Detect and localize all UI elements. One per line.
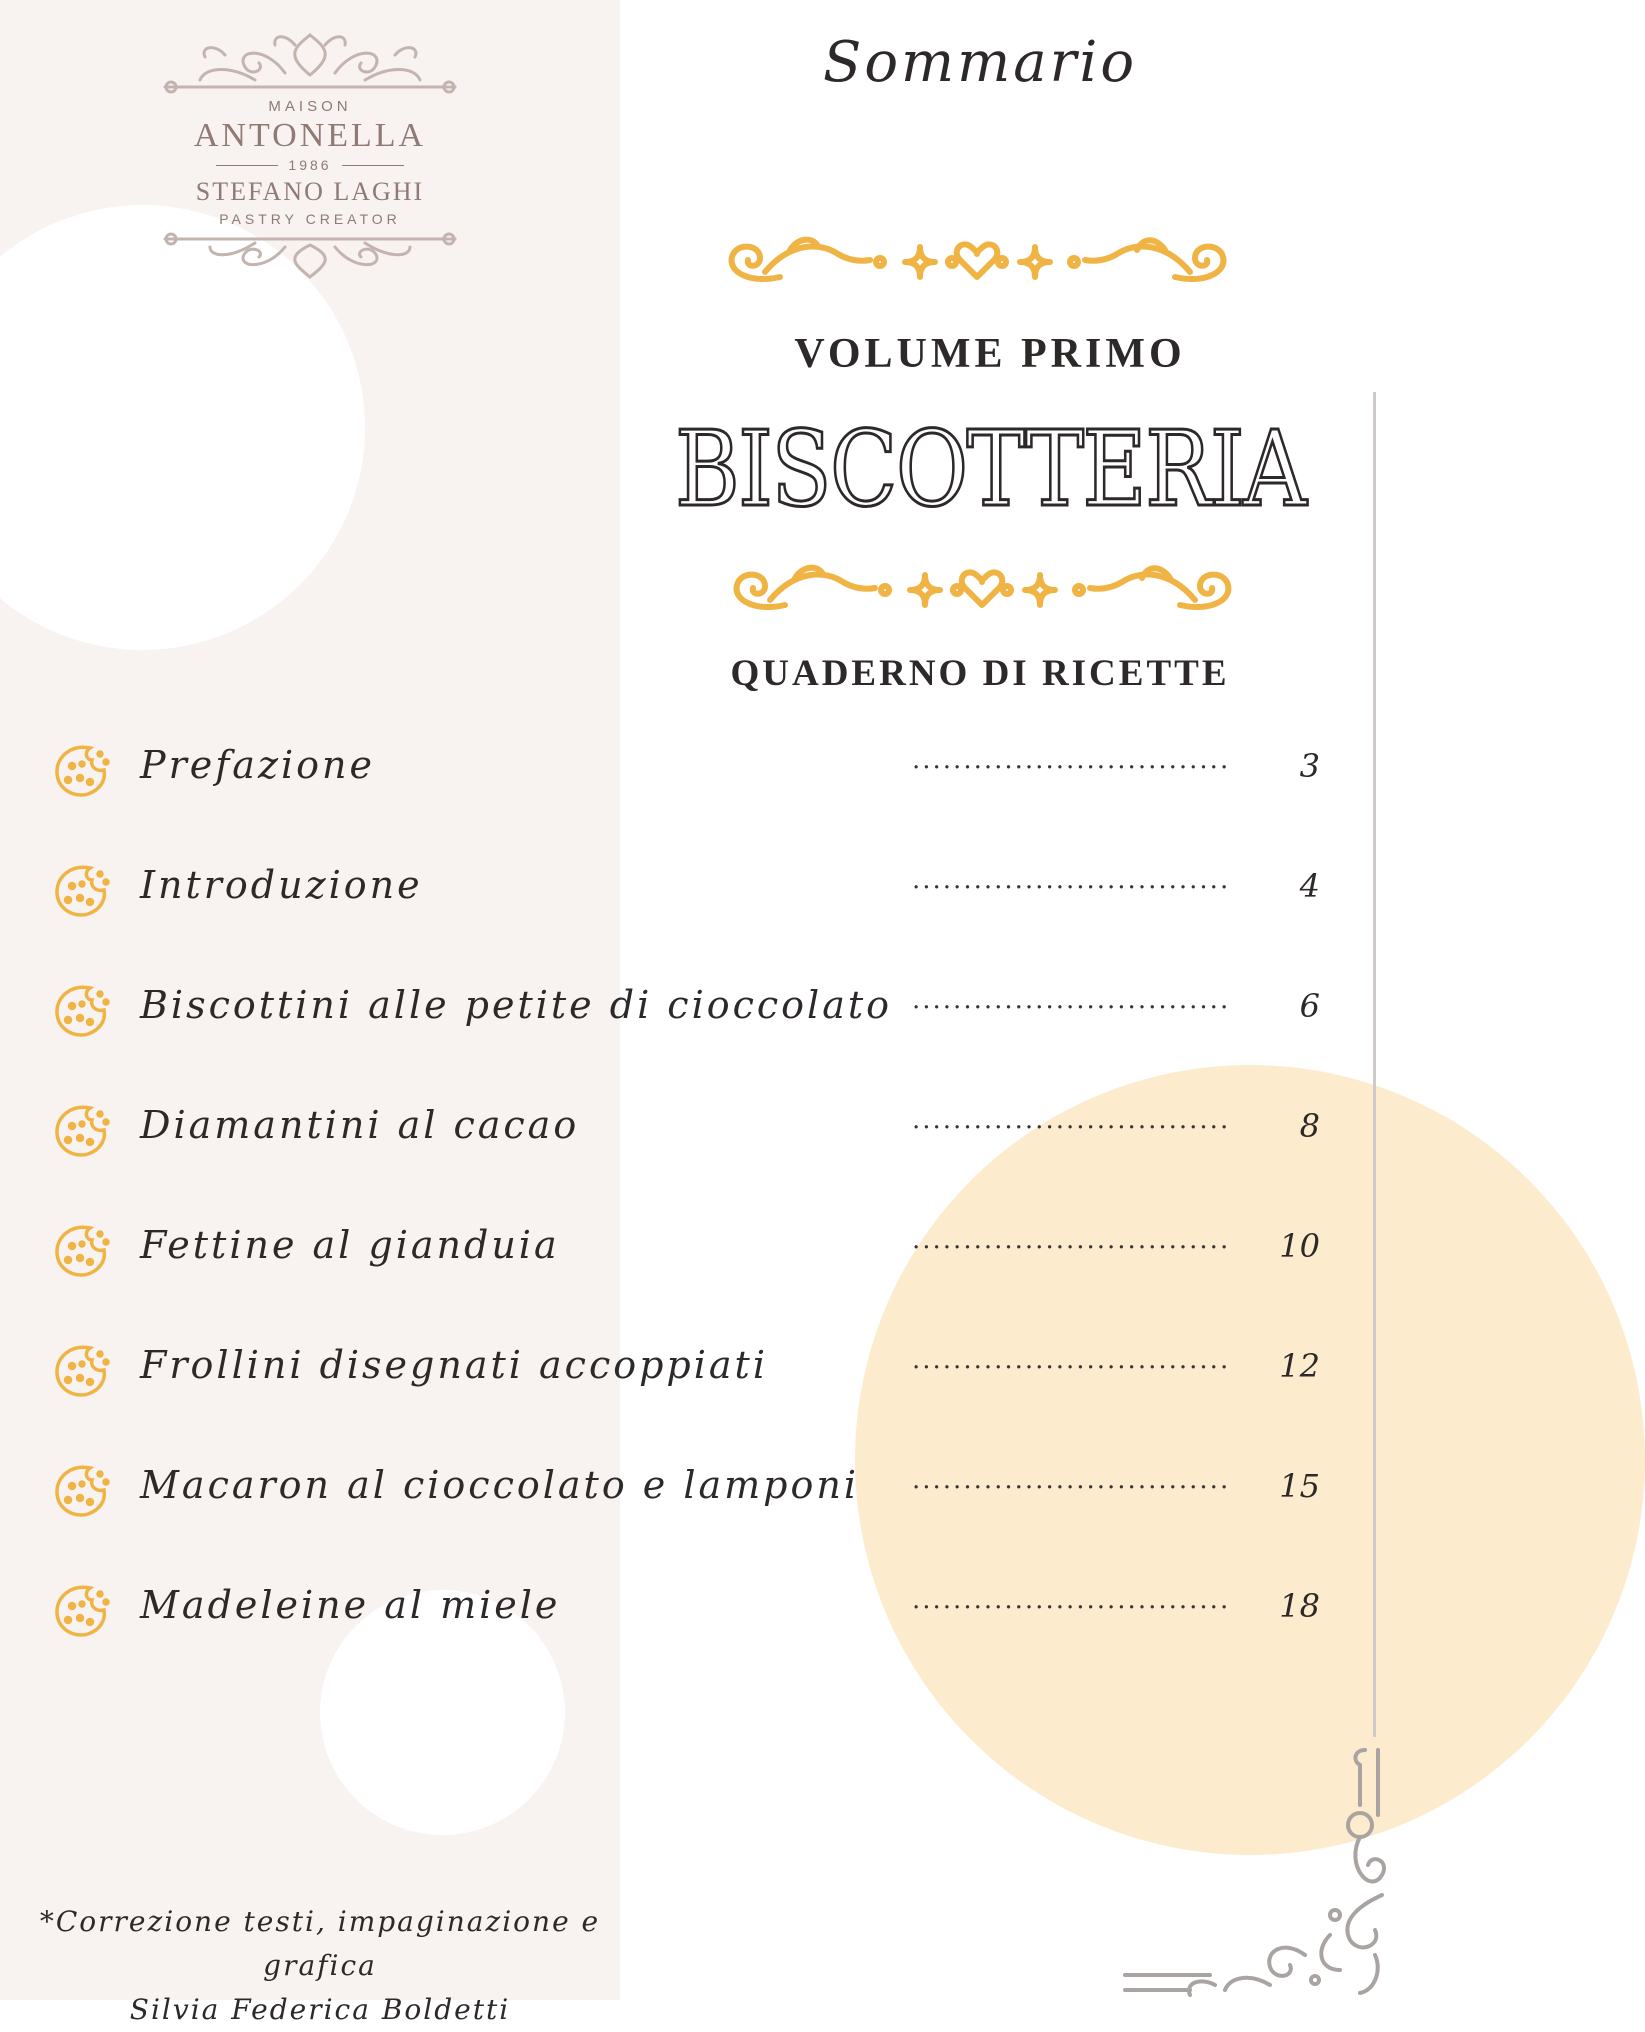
toc-label: Frollini disegnati accoppiati <box>140 1343 768 1387</box>
toc-label: Introduzione <box>140 863 423 907</box>
flourish-divider-top-icon <box>720 222 1235 297</box>
logo-year-row <box>155 157 465 173</box>
main-title <box>660 400 1320 530</box>
toc-leader: ............................... <box>912 1225 1231 1255</box>
toc-leader: ............................... <box>912 1105 1231 1135</box>
page-title: Sommario <box>822 30 1138 95</box>
logo-flourish-top-icon <box>155 25 465 100</box>
main-title-text: BISCOTTERIA <box>675 408 1309 530</box>
toc-leader: ............................... <box>912 1345 1231 1375</box>
toc-item[interactable] <box>0 1095 1391 1165</box>
toc-page-number: 8 <box>1299 1107 1320 1145</box>
logo-flourish-bottom-icon <box>155 227 465 287</box>
volume-label: VOLUME PRIMO <box>794 331 1186 377</box>
right-rule <box>1373 392 1376 1737</box>
logo-rule-left <box>216 165 278 166</box>
cookie-icon <box>50 740 112 802</box>
credits-line-1: *Correzione testi, impaginazione e grafica <box>39 1905 601 1982</box>
logo-year: 1986 <box>288 157 332 173</box>
logo-rule-right <box>342 165 404 166</box>
toc-page-number: 6 <box>1299 987 1320 1025</box>
toc-label: Madeleine al miele <box>140 1583 561 1627</box>
cookie-icon <box>50 1340 112 1402</box>
toc-label: Biscottini alle petite di cioccolato <box>140 983 893 1027</box>
toc-page-number: 3 <box>1299 747 1320 785</box>
toc-item[interactable] <box>0 855 1391 925</box>
toc-item[interactable] <box>0 1335 1391 1405</box>
brand-logo <box>155 25 465 295</box>
cookie-icon <box>50 1460 112 1522</box>
toc-leader: ............................... <box>912 865 1231 895</box>
toc-page-number: 12 <box>1279 1347 1320 1385</box>
cookie-icon <box>50 860 112 922</box>
toc-label: Macaron al cioccolato e lamponi <box>140 1463 860 1507</box>
credits <box>20 1900 620 2032</box>
logo-antonella: ANTONELLA <box>193 117 427 154</box>
toc-leader: ............................... <box>912 1585 1231 1615</box>
cookie-icon <box>50 980 112 1042</box>
toc-item[interactable] <box>0 975 1391 1045</box>
corner-scroll-icon <box>1120 1745 1391 2000</box>
flourish-divider-bottom-icon <box>725 550 1240 625</box>
toc-item[interactable] <box>0 735 1391 805</box>
cookie-icon <box>50 1100 112 1162</box>
toc-label: Diamantini al cacao <box>140 1103 580 1147</box>
toc-page-number: 18 <box>1279 1587 1320 1625</box>
subtitle: QUADERNO DI RICETTE <box>730 653 1230 694</box>
logo-maison: MAISON <box>268 98 352 115</box>
toc-leader: ............................... <box>912 745 1231 775</box>
toc-label: Prefazione <box>140 743 375 787</box>
toc-page-number: 4 <box>1299 867 1320 905</box>
credits-line-2: Silvia Federica Boldetti <box>129 1993 511 2026</box>
logo-stefano: STEFANO LAGHI <box>195 177 425 206</box>
cookie-icon <box>50 1220 112 1282</box>
toc-item[interactable] <box>0 1215 1391 1285</box>
logo-pastry: PASTRY CREATOR <box>219 211 401 227</box>
toc-item[interactable] <box>0 1455 1391 1525</box>
cookie-icon <box>50 1580 112 1642</box>
toc-page-number: 15 <box>1279 1467 1320 1505</box>
toc-leader: ............................... <box>912 1465 1231 1495</box>
toc-label: Fettine al gianduia <box>140 1223 560 1267</box>
toc-page-number: 10 <box>1279 1227 1320 1265</box>
toc-leader: ............................... <box>912 985 1231 1015</box>
toc-item[interactable] <box>0 1575 1391 1645</box>
